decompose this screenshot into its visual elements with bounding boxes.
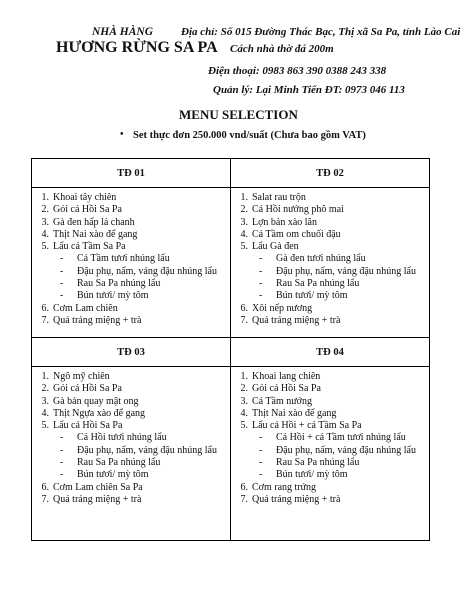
item-text: Cá Hồi nướng phô mai xyxy=(252,204,344,216)
menu-item xyxy=(231,371,429,383)
menu-item xyxy=(32,396,230,408)
item-text: Cơm rang trứng xyxy=(252,481,317,493)
menu-item xyxy=(231,192,429,204)
item-text: Đậu phụ, nấm, váng đậu nhúng lẩu xyxy=(77,444,217,456)
item-number: 6. xyxy=(41,481,49,493)
menu-item xyxy=(32,371,230,383)
item-text: Bún tươi/ mỳ tôm xyxy=(276,290,348,302)
address-line: Địa chỉ: Số 015 Đường Thác Bạc, Thị xã Sa Pa, tỉnh Lào Cai xyxy=(181,26,461,38)
menu-sub-item xyxy=(32,278,230,290)
menu-title: MENU SELECTION xyxy=(179,107,298,122)
item-text: Lợn bản xào lăn xyxy=(252,216,317,228)
menu-item xyxy=(32,303,230,315)
menu-item xyxy=(231,303,429,315)
bullet-icon: • xyxy=(120,129,124,140)
item-text: Cơm Lam chiên xyxy=(53,302,118,314)
menu-item xyxy=(231,494,429,506)
menu-table xyxy=(31,158,430,541)
item-text: Cá Tầm nướng xyxy=(252,395,312,407)
menu-sub-item xyxy=(231,278,429,290)
dash-marker: - xyxy=(259,444,263,456)
menu-sub-item xyxy=(32,457,230,469)
item-number: 6. xyxy=(240,481,248,493)
menu-sub-item xyxy=(231,445,429,457)
menu-body-4 xyxy=(231,367,430,541)
item-text: Bún tươi/ mỳ tôm xyxy=(77,469,149,481)
item-number: 5. xyxy=(41,420,49,432)
item-number: 2. xyxy=(41,204,49,216)
item-number: 7. xyxy=(41,314,49,326)
menu-item xyxy=(231,217,429,229)
item-text: Gỏi cá Hồi Sa Pa xyxy=(53,383,122,395)
dash-marker: - xyxy=(259,290,263,302)
dash-marker: - xyxy=(259,278,263,290)
menu-item xyxy=(231,241,429,253)
menu-item xyxy=(231,204,429,216)
item-text: Salat rau trộn xyxy=(252,192,306,203)
item-text: Lẩu Gà đen xyxy=(252,241,299,253)
item-text: Cơm Lam chiên Sa Pa xyxy=(53,481,143,493)
menu-list-2 xyxy=(231,188,429,327)
dash-marker: - xyxy=(259,265,263,277)
menu-sub-item xyxy=(32,445,230,457)
item-number: 4. xyxy=(240,228,248,240)
distance-note: Cách nhà thờ đá 200m xyxy=(230,43,334,55)
item-text: Bún tươi/ mỳ tôm xyxy=(77,290,149,302)
dash-marker: - xyxy=(60,278,64,290)
menu-item xyxy=(231,383,429,395)
item-number: 1. xyxy=(41,192,49,203)
item-text: Rau Sa Pa nhúng lẩu xyxy=(276,457,360,469)
item-number: 1. xyxy=(240,371,248,382)
menu-sub-item xyxy=(32,253,230,265)
menu-body-3 xyxy=(32,367,231,541)
item-number: 4. xyxy=(240,407,248,419)
item-text: Gà đen tươi nhúng lẩu xyxy=(276,253,366,265)
item-number: 5. xyxy=(240,241,248,253)
menu-body-2 xyxy=(231,188,430,338)
menu-item xyxy=(32,217,230,229)
item-text: Cá Tầm tươi nhúng lẩu xyxy=(77,253,170,265)
menu-sub-item xyxy=(231,253,429,265)
menu-sub-item xyxy=(231,266,429,278)
item-text: Khoai tây chiên xyxy=(53,192,117,203)
menu-header-1: TĐ 01 xyxy=(32,159,231,188)
item-text: Thịt Nai xào để gang xyxy=(252,407,337,419)
menu-item xyxy=(32,229,230,241)
item-text: Cá Hồi + cá Tầm tươi nhúng lẩu xyxy=(276,432,406,444)
item-number: 4. xyxy=(41,228,49,240)
dash-marker: - xyxy=(60,469,64,481)
item-number: 1. xyxy=(41,371,49,382)
menu-item xyxy=(32,192,230,204)
item-number: 2. xyxy=(41,383,49,395)
restaurant-name: HƯƠNG RỪNG SA PA xyxy=(56,39,218,56)
item-number: 6. xyxy=(41,302,49,314)
dash-marker: - xyxy=(259,457,263,469)
item-text: Quả tráng miệng + trà xyxy=(252,493,341,505)
item-text: Ngô mỹ chiên xyxy=(53,371,110,382)
manager-line: Quản lý: Lại Minh Tiến ĐT: 0973 046 113 xyxy=(213,84,405,96)
menu-item xyxy=(231,315,429,327)
item-text: Thịt Ngựa xào để gang xyxy=(53,407,146,419)
item-text: Quả tráng miệng + trà xyxy=(252,314,341,326)
dash-marker: - xyxy=(259,469,263,481)
dash-marker: - xyxy=(60,432,64,444)
item-text: Lẩu cá Tầm Sa Pa xyxy=(53,241,126,253)
item-number: 1. xyxy=(240,192,248,203)
menu-item xyxy=(231,420,429,432)
menu-header-4: TĐ 04 xyxy=(231,338,430,367)
menu-sub-item xyxy=(231,432,429,444)
item-number: 4. xyxy=(41,407,49,419)
menu-item xyxy=(32,241,230,253)
item-number: 7. xyxy=(41,493,49,505)
menu-body-1 xyxy=(32,188,231,338)
item-text: Cá Tầm om chuối đậu xyxy=(252,228,341,240)
menu-sub-item xyxy=(32,266,230,278)
menu-item xyxy=(32,494,230,506)
menu-item xyxy=(32,420,230,432)
menu-item xyxy=(32,315,230,327)
item-text: Bún tươi/ mỳ tôm xyxy=(276,469,348,481)
item-text: Gỏi cá Hồi Sa Pa xyxy=(252,383,321,395)
phone-line: Điện thoại: 0983 863 390 0388 243 338 xyxy=(208,65,387,77)
item-text: Thịt Nai xào để gang xyxy=(53,228,138,240)
item-number: 3. xyxy=(240,395,248,407)
item-text: Gỏi cá Hồi Sa Pa xyxy=(53,204,122,216)
item-text: Khoai lang chiên xyxy=(252,371,321,382)
item-number: 3. xyxy=(41,395,49,407)
item-text: Quả tráng miệng + trà xyxy=(53,493,142,505)
item-number: 3. xyxy=(41,216,49,228)
menu-item xyxy=(231,396,429,408)
item-text: Gà đen hấp lá chanh xyxy=(53,216,135,228)
menu-item xyxy=(32,204,230,216)
item-number: 7. xyxy=(240,314,248,326)
menu-header-2: TĐ 02 xyxy=(231,159,430,188)
menu-item xyxy=(231,229,429,241)
set-price-line: Set thực đơn 250.000 vnd/suất (Chưa bao gồm VAT) xyxy=(133,130,366,141)
menu-item xyxy=(32,383,230,395)
item-text: Lẩu cá Hồi + cá Tầm Sa Pa xyxy=(252,420,362,432)
item-number: 7. xyxy=(240,493,248,505)
dash-marker: - xyxy=(60,290,64,302)
item-text: Đậu phụ, nấm, váng đậu nhúng lẩu xyxy=(77,265,217,277)
item-text: Cá Hồi tươi nhúng lẩu xyxy=(77,432,167,444)
menu-list-1 xyxy=(32,188,230,327)
dash-marker: - xyxy=(259,253,263,265)
dash-marker: - xyxy=(259,432,263,444)
menu-sub-item xyxy=(231,290,429,302)
dash-marker: - xyxy=(60,457,64,469)
item-text: Gà bản quay mật ong xyxy=(53,395,139,407)
item-number: 3. xyxy=(240,216,248,228)
dash-marker: - xyxy=(60,444,64,456)
menu-item xyxy=(32,482,230,494)
item-text: Rau Sa Pa nhúng lẩu xyxy=(276,278,360,290)
menu-header-3: TĐ 03 xyxy=(32,338,231,367)
item-text: Quả tráng miệng + trà xyxy=(53,314,142,326)
item-text: Đậu phụ, nấm, váng đậu nhúng lẩu xyxy=(276,265,416,277)
item-text: Xôi nếp nương xyxy=(252,302,313,314)
item-text: Rau Sa Pa nhúng lẩu xyxy=(77,278,161,290)
dash-marker: - xyxy=(60,265,64,277)
item-number: 5. xyxy=(240,420,248,432)
restaurant-label: NHÀ HÀNG xyxy=(92,26,154,38)
item-text: Lẩu cá Hồi Sa Pa xyxy=(53,420,123,432)
item-number: 2. xyxy=(240,204,248,216)
menu-sub-item xyxy=(32,432,230,444)
item-number: 2. xyxy=(240,383,248,395)
menu-item xyxy=(231,482,429,494)
menu-sub-item xyxy=(231,469,429,481)
menu-item xyxy=(231,408,429,420)
item-text: Rau Sa Pa nhúng lẩu xyxy=(77,457,161,469)
menu-sub-item xyxy=(32,469,230,481)
menu-list-3 xyxy=(32,367,230,506)
item-text: Đậu phụ, nấm, váng đậu nhúng lẩu xyxy=(276,444,416,456)
item-number: 5. xyxy=(41,241,49,253)
menu-item xyxy=(32,408,230,420)
dash-marker: - xyxy=(60,253,64,265)
menu-sub-item xyxy=(231,457,429,469)
item-number: 6. xyxy=(240,302,248,314)
menu-list-4 xyxy=(231,367,429,506)
menu-sub-item xyxy=(32,290,230,302)
